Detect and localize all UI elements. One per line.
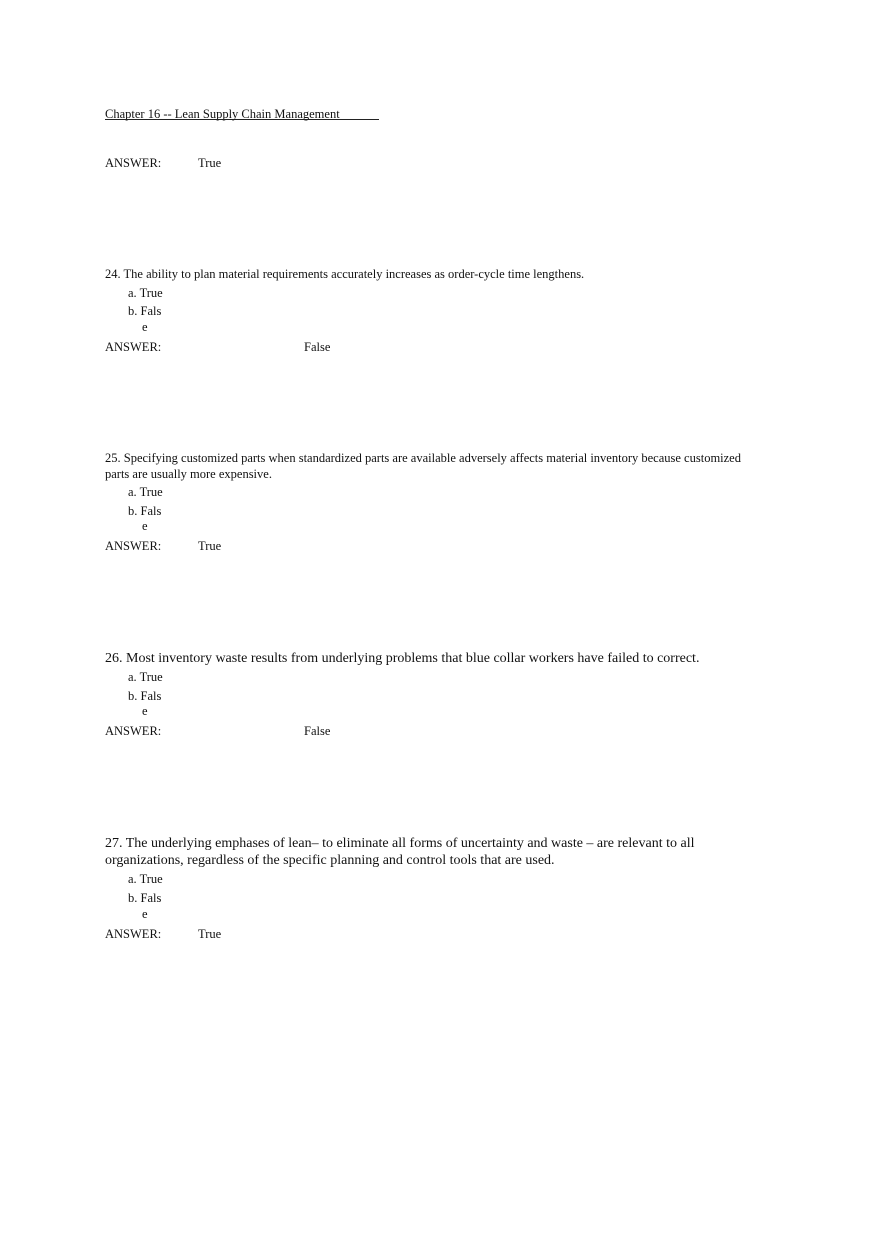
question-26-option-b: b. Fals: [128, 689, 162, 703]
chapter-header: Chapter 16 -- Lean Supply Chain Management: [105, 107, 340, 121]
question-26-answer: False: [304, 724, 331, 738]
question-26-text: 26. Most inventory waste results from underlying problems that blue collar workers have failed to correct.: [105, 651, 700, 666]
question-26-option-b-wrap: e: [142, 704, 148, 718]
question-25-option-a: a. True: [128, 485, 163, 499]
question-25-text: 25. Specifying customized parts when standardized parts are available adversely affects material inventory because customized parts are usually more expensive.: [105, 451, 741, 481]
question-25-option-b: b. Fals: [128, 504, 162, 518]
question-24-answer: False: [304, 340, 331, 354]
question-27-option-a: a. True: [128, 872, 163, 886]
question-27-answer: True: [198, 927, 222, 941]
question-26-option-a: a. True: [128, 670, 163, 684]
answer-value: True: [198, 156, 222, 170]
question-27-option-b-wrap: e: [142, 907, 148, 921]
answer-label: ANSWER:: [105, 156, 162, 170]
question-25-option-b-wrap: e: [142, 519, 148, 533]
question-27-text: 27. The underlying emphases of lean– to eliminate all forms of uncertainty and waste – are relevant to all organizations, regardless of the specific planning and control tools that are used.: [105, 836, 695, 868]
question-24-option-a: a. True: [128, 286, 163, 300]
question-25-answer: True: [198, 539, 222, 553]
answer-label: ANSWER:: [105, 927, 162, 941]
question-27-option-b: b. Fals: [128, 891, 162, 905]
header-underline: [105, 119, 379, 120]
answer-label: ANSWER:: [105, 724, 162, 738]
question-24-option-b-wrap: e: [142, 320, 148, 334]
answer-label: ANSWER:: [105, 340, 162, 354]
question-24-option-b: b. Fals: [128, 304, 162, 318]
answer-label: ANSWER:: [105, 539, 162, 553]
question-24-text: 24. The ability to plan material requirements accurately increases as order-cycle time lengthens.: [105, 267, 585, 281]
